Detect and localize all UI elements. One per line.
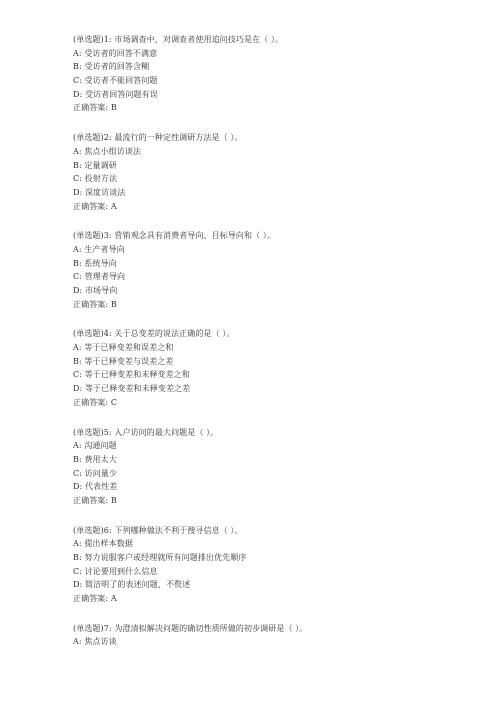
question-stem: (单选题)1: 市场调查中，对调查者使用追问技巧是在（ ）。	[73, 35, 284, 44]
option-d: D: 市场导向	[73, 286, 118, 295]
question-1	[73, 33, 473, 115]
option-d: D: 受访者回答问题有误	[73, 89, 158, 99]
correct-answer: 正确答案: C	[73, 397, 118, 407]
option-a: A: 受访者的回答不满意	[73, 48, 158, 58]
option-a: A: 提出样本数据	[73, 539, 133, 549]
option-a: A: 焦点小组访谈法	[73, 146, 142, 156]
correct-answer: 正确答案: B	[73, 299, 117, 309]
option-d: D: 等于已释变差和未释变差之差	[73, 384, 191, 394]
option-c: C: 受访者不能回答问题	[73, 76, 158, 86]
option-a: A: 等于已释变差和误差之和	[73, 343, 174, 353]
question-6	[73, 524, 473, 606]
option-c: C: 管理者导向	[73, 272, 126, 282]
option-a: A: 焦点访谈	[73, 637, 117, 647]
option-b: B: 努力说服客户或经理就所有问题排出优先顺序	[73, 553, 247, 562]
correct-answer: 正确答案: B	[73, 103, 117, 113]
question-stem: (单选题)4: 关于总变差的说法正确的是（ ）。	[73, 329, 235, 339]
question-list	[73, 33, 473, 665]
question-5	[73, 426, 473, 508]
option-c: C: 等于已释变差和未释变差之和	[73, 370, 190, 380]
option-a: A: 生产者导向	[73, 244, 125, 254]
question-stem: (单选题)7: 为澄清拟解决问题的确切性质所做的初步调研是（ ）。	[73, 623, 308, 633]
correct-answer: 正确答案: A	[73, 201, 117, 211]
option-b: B: 系统导向	[73, 258, 117, 268]
option-d: D: 代表性差	[73, 482, 118, 492]
correct-answer: 正确答案: A	[73, 594, 117, 604]
option-c: C: 访问量少	[73, 468, 118, 478]
option-c: C: 投射方法	[73, 174, 118, 184]
option-b: B: 费用太大	[73, 454, 117, 464]
option-b: B: 定量调研	[73, 160, 117, 170]
option-d: D: 简洁明了的表述问题，不赘述	[73, 580, 191, 590]
question-stem: (单选题)2: 最流行的一种定性调研方法是（ ）。	[73, 133, 243, 143]
question-stem: (单选题)6: 下列哪种做法不利于搜寻信息（ ）。	[73, 525, 243, 535]
correct-answer: 正确答案: B	[73, 495, 117, 505]
option-b: B: 等于已释变差与误差之差	[73, 356, 174, 366]
question-2	[73, 131, 473, 213]
question-4	[73, 327, 473, 409]
option-d: D: 深度访谈法	[73, 187, 126, 197]
question-7	[73, 622, 473, 649]
question-3	[73, 229, 473, 311]
question-stem: (单选题)3: 营销观念具有消费者导向、目标导向和（ ）。	[73, 231, 276, 241]
question-stem: (单选题)5: 入户访问的最大问题是（ ）。	[73, 427, 219, 437]
option-c: C: 讨论要用到什么信息	[73, 566, 158, 576]
option-a: A: 沟通问题	[73, 441, 117, 451]
option-b: B: 受访者的回答含糊	[73, 62, 150, 72]
